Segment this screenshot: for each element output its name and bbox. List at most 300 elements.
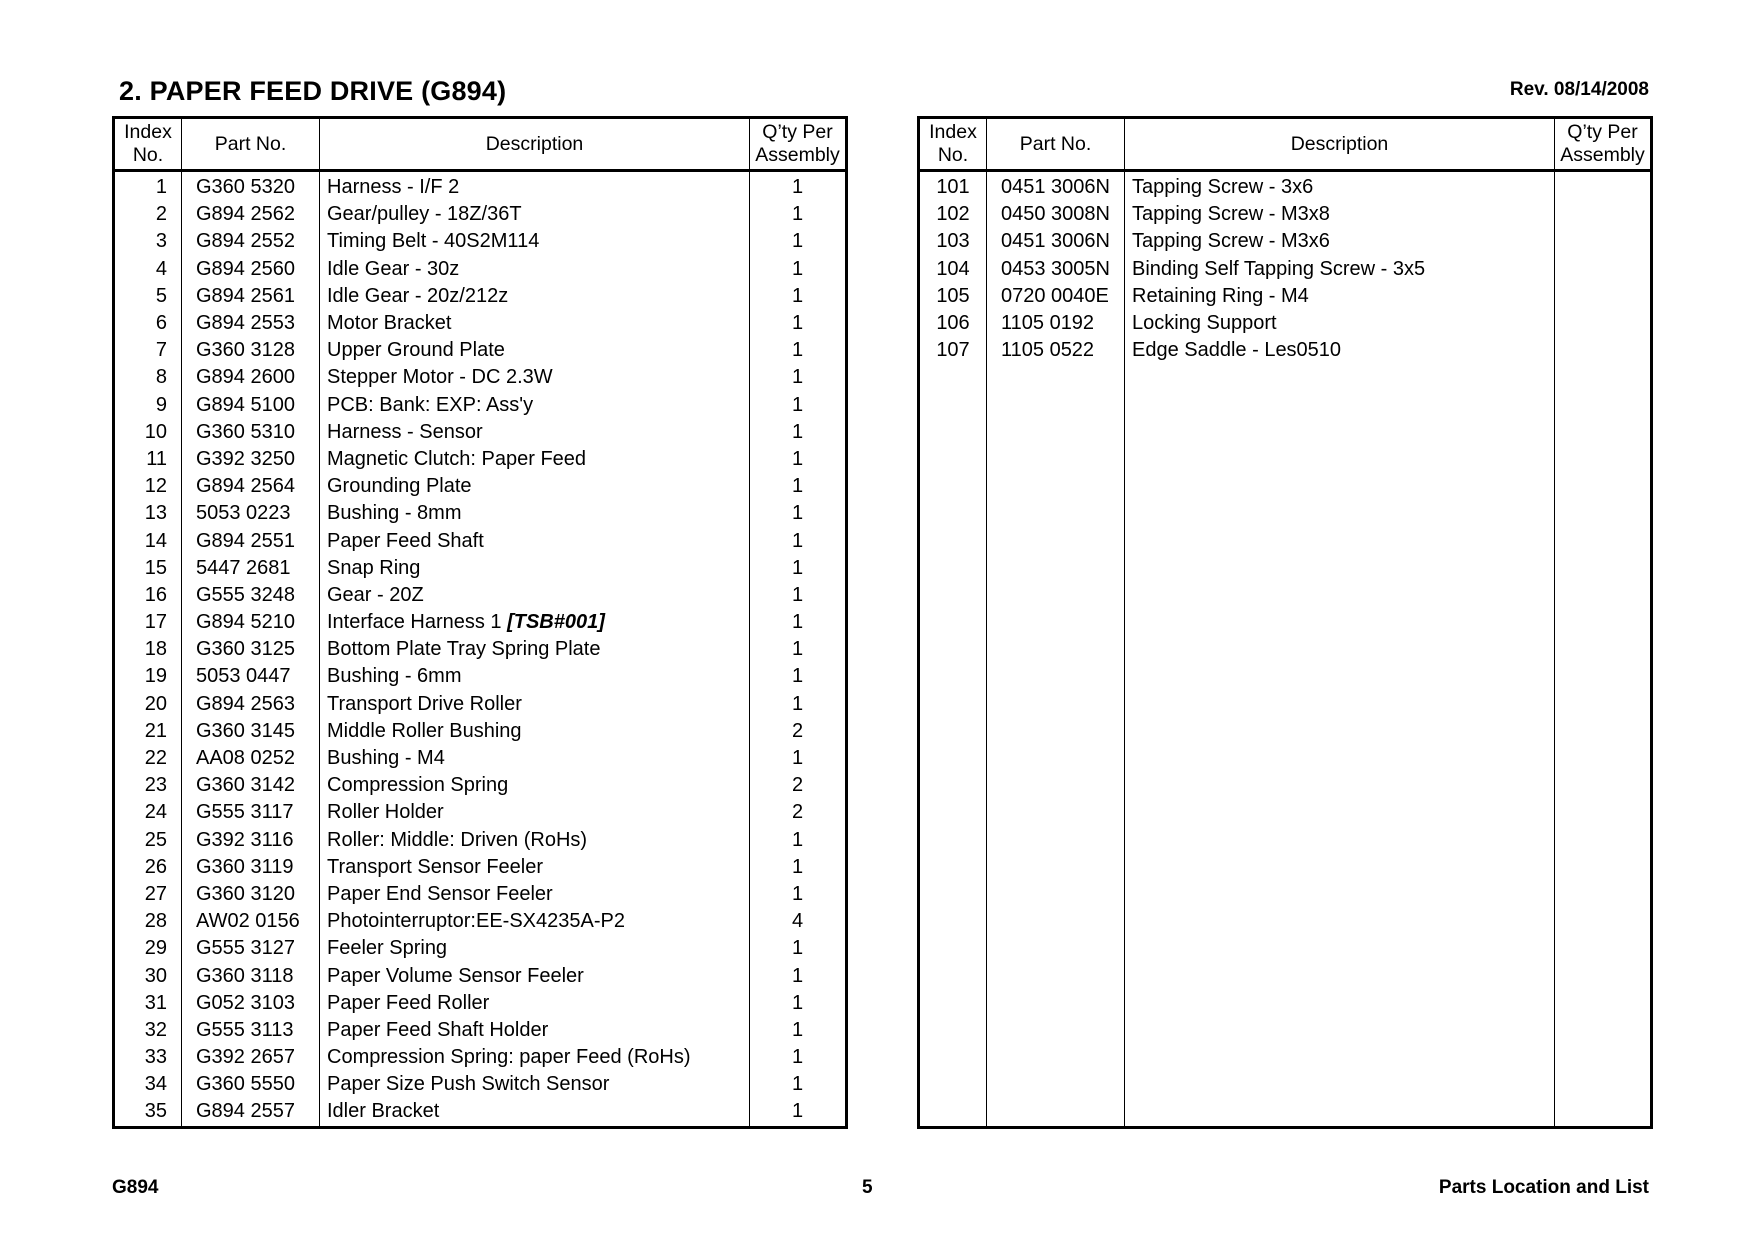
qty-cell	[1555, 419, 1652, 446]
qty-cell	[1555, 799, 1652, 826]
index-cell: 13	[114, 500, 182, 527]
qty-cell: 1	[750, 935, 847, 962]
description-cell: Idle Gear - 20z/212z	[320, 283, 750, 310]
table-row	[114, 935, 847, 962]
index-cell: 9	[114, 392, 182, 419]
part-no-cell: G392 3250	[182, 446, 320, 473]
index-cell: 101	[919, 171, 987, 202]
description-cell: Bottom Plate Tray Spring Plate	[320, 636, 750, 663]
qty-cell	[1555, 745, 1652, 772]
table-row	[114, 772, 847, 799]
index-cell	[919, 1017, 987, 1044]
description-cell: Stepper Motor - DC 2.3W	[320, 364, 750, 391]
index-cell: 15	[114, 555, 182, 582]
description-cell: Binding Self Tapping Screw - 3x5	[1125, 256, 1555, 283]
qty-cell	[1555, 171, 1652, 202]
index-cell: 32	[114, 1017, 182, 1044]
description-cell	[1125, 663, 1555, 690]
table-row	[919, 256, 1652, 283]
part-no-cell: G360 5550	[182, 1071, 320, 1098]
part-no-cell	[987, 772, 1125, 799]
part-no-cell: 5053 0223	[182, 500, 320, 527]
table-row	[114, 473, 847, 500]
part-no-cell: G360 3125	[182, 636, 320, 663]
index-cell: 28	[114, 908, 182, 935]
description-cell	[1125, 609, 1555, 636]
part-no-cell: AW02 0156	[182, 908, 320, 935]
part-no-cell: G894 2564	[182, 473, 320, 500]
description-cell: Retaining Ring - M4	[1125, 283, 1555, 310]
description-cell	[1125, 691, 1555, 718]
description-cell: Bushing - M4	[320, 745, 750, 772]
part-no-cell: 0451 3006N	[987, 171, 1125, 202]
index-cell: 34	[114, 1071, 182, 1098]
part-no-cell: G052 3103	[182, 990, 320, 1017]
part-no-cell: G894 5100	[182, 392, 320, 419]
index-cell: 10	[114, 419, 182, 446]
qty-cell: 1	[750, 473, 847, 500]
part-no-cell: G555 3117	[182, 799, 320, 826]
qty-cell	[1555, 962, 1652, 989]
index-cell	[919, 364, 987, 391]
description-cell: Compression Spring: paper Feed (RoHs)	[320, 1044, 750, 1071]
qty-cell: 1	[750, 636, 847, 663]
index-cell: 105	[919, 283, 987, 310]
index-cell	[919, 419, 987, 446]
description-cell: Middle Roller Bushing	[320, 718, 750, 745]
table-row	[919, 1017, 1652, 1044]
index-cell	[919, 392, 987, 419]
description-cell	[1125, 772, 1555, 799]
part-no-cell: G894 2562	[182, 201, 320, 228]
table-row	[919, 364, 1652, 391]
part-no-cell: G360 3119	[182, 854, 320, 881]
description-cell: PCB: Bank: EXP: Ass'y	[320, 392, 750, 419]
table-row	[114, 609, 847, 636]
part-no-cell	[987, 799, 1125, 826]
table-row	[114, 446, 847, 473]
description-cell	[1125, 745, 1555, 772]
description-cell	[1125, 962, 1555, 989]
part-no-cell: G360 3145	[182, 718, 320, 745]
qty-cell	[1555, 1017, 1652, 1044]
footer-section-title: Parts Location and List	[1438, 1177, 1649, 1198]
qty-header: Q’ty Per Assembly	[1555, 118, 1652, 171]
table-row	[114, 1017, 847, 1044]
index-cell: 19	[114, 663, 182, 690]
index-cell: 29	[114, 935, 182, 962]
description-cell	[1125, 392, 1555, 419]
qty-cell	[1555, 500, 1652, 527]
index-cell: 33	[114, 1044, 182, 1071]
description-cell	[1125, 827, 1555, 854]
qty-cell: 1	[750, 228, 847, 255]
revision-date: Rev. 08/14/2008	[1509, 79, 1649, 100]
index-cell	[919, 691, 987, 718]
table-row	[919, 337, 1652, 364]
part-no-cell: G555 3248	[182, 582, 320, 609]
description-cell: Transport Sensor Feeler	[320, 854, 750, 881]
part-no-cell	[987, 691, 1125, 718]
table-row	[919, 990, 1652, 1017]
index-cell	[919, 908, 987, 935]
description-cell: Timing Belt - 40S2M114	[320, 228, 750, 255]
part-no-cell: 1105 0522	[987, 337, 1125, 364]
table-row	[114, 171, 847, 202]
part-no-cell	[987, 881, 1125, 908]
index-cell	[919, 527, 987, 554]
index-cell: 106	[919, 310, 987, 337]
qty-cell	[1555, 582, 1652, 609]
table-row	[919, 663, 1652, 690]
qty-cell: 1	[750, 827, 847, 854]
qty-cell: 1	[750, 283, 847, 310]
part-no-cell: AA08 0252	[182, 745, 320, 772]
part-no-cell	[987, 908, 1125, 935]
qty-cell	[1555, 691, 1652, 718]
description-cell: Magnetic Clutch: Paper Feed	[320, 446, 750, 473]
qty-cell: 1	[750, 171, 847, 202]
table-header-row	[919, 118, 1652, 171]
description-cell	[1125, 419, 1555, 446]
table-row	[114, 364, 847, 391]
qty-cell: 1	[750, 419, 847, 446]
table-row	[114, 636, 847, 663]
description-cell	[1125, 1017, 1555, 1044]
index-cell	[919, 555, 987, 582]
description-cell: Compression Spring	[320, 772, 750, 799]
index-cell: 14	[114, 527, 182, 554]
description-cell	[1125, 908, 1555, 935]
qty-cell: 1	[750, 962, 847, 989]
description-cell: Roller Holder	[320, 799, 750, 826]
description-cell: Gear/pulley - 18Z/36T	[320, 201, 750, 228]
table-row	[919, 228, 1652, 255]
qty-cell: 1	[750, 691, 847, 718]
part-no-cell: G392 2657	[182, 1044, 320, 1071]
qty-cell	[1555, 446, 1652, 473]
qty-cell: 1	[750, 1071, 847, 1098]
table-row	[919, 772, 1652, 799]
description-cell	[1125, 636, 1555, 663]
table-row	[919, 1071, 1652, 1098]
description-cell: Grounding Plate	[320, 473, 750, 500]
part-no-cell	[987, 555, 1125, 582]
qty-cell: 1	[750, 1017, 847, 1044]
part-no-cell: G360 3120	[182, 881, 320, 908]
index-cell: 107	[919, 337, 987, 364]
description-cell: Roller: Middle: Driven (RoHs)	[320, 827, 750, 854]
part-no-cell	[987, 446, 1125, 473]
index-cell: 11	[114, 446, 182, 473]
description-cell	[1125, 1071, 1555, 1098]
description-cell: Idler Bracket	[320, 1098, 750, 1127]
description-cell: Photointerruptor:EE-SX4235A-P2	[320, 908, 750, 935]
parts-table-right	[917, 116, 1653, 1129]
part-no-cell: G894 2563	[182, 691, 320, 718]
table-row	[114, 799, 847, 826]
index-cell	[919, 473, 987, 500]
qty-cell: 1	[750, 609, 847, 636]
table-row	[919, 881, 1652, 908]
index-header: Index No.	[919, 118, 987, 171]
description-cell: Harness - Sensor	[320, 419, 750, 446]
table-row	[114, 228, 847, 255]
qty-cell	[1555, 609, 1652, 636]
description-cell: Transport Drive Roller	[320, 691, 750, 718]
index-cell: 35	[114, 1098, 182, 1127]
part-no-cell	[987, 1071, 1125, 1098]
index-cell: 16	[114, 582, 182, 609]
table-row	[114, 1098, 847, 1127]
qty-cell	[1555, 990, 1652, 1017]
index-cell: 1	[114, 171, 182, 202]
table-row	[919, 171, 1652, 202]
index-cell: 22	[114, 745, 182, 772]
description-cell: Paper Feed Shaft	[320, 527, 750, 554]
index-cell: 23	[114, 772, 182, 799]
qty-cell	[1555, 1071, 1652, 1098]
table-row	[919, 1098, 1652, 1127]
qty-cell	[1555, 1098, 1652, 1127]
table-row	[114, 962, 847, 989]
index-cell: 2	[114, 201, 182, 228]
qty-cell	[1555, 935, 1652, 962]
description-cell: Motor Bracket	[320, 310, 750, 337]
qty-cell: 1	[750, 582, 847, 609]
part-no-cell: 5447 2681	[182, 555, 320, 582]
index-cell	[919, 990, 987, 1017]
part-no-cell: G894 5210	[182, 609, 320, 636]
part-no-cell	[987, 1017, 1125, 1044]
qty-cell	[1555, 908, 1652, 935]
description-cell: Bushing - 6mm	[320, 663, 750, 690]
part-no-cell	[987, 718, 1125, 745]
description-cell: Upper Ground Plate	[320, 337, 750, 364]
table-row	[919, 609, 1652, 636]
part-no-cell: G360 5320	[182, 171, 320, 202]
description-cell	[1125, 527, 1555, 554]
description-cell	[1125, 1098, 1555, 1127]
part-no-cell	[987, 854, 1125, 881]
description-cell: Paper Volume Sensor Feeler	[320, 962, 750, 989]
index-cell	[919, 1044, 987, 1071]
table-row	[114, 337, 847, 364]
description-cell	[1125, 473, 1555, 500]
table-row	[114, 256, 847, 283]
table-row	[919, 582, 1652, 609]
part-no-cell: 1105 0192	[987, 310, 1125, 337]
qty-cell: 1	[750, 1098, 847, 1127]
qty-cell	[1555, 310, 1652, 337]
index-cell	[919, 446, 987, 473]
table-row	[919, 310, 1652, 337]
part-no-cell: 0451 3006N	[987, 228, 1125, 255]
part-no-cell: G894 2600	[182, 364, 320, 391]
index-cell	[919, 827, 987, 854]
part-no-cell	[987, 827, 1125, 854]
table-row	[919, 636, 1652, 663]
table-row	[114, 881, 847, 908]
qty-cell	[1555, 663, 1652, 690]
description-cell: Tapping Screw - 3x6	[1125, 171, 1555, 202]
table-row	[919, 745, 1652, 772]
part-no-cell	[987, 527, 1125, 554]
qty-cell: 1	[750, 555, 847, 582]
part-no-cell	[987, 582, 1125, 609]
index-cell: 12	[114, 473, 182, 500]
index-cell: 8	[114, 364, 182, 391]
description-cell	[1125, 718, 1555, 745]
qty-cell: 2	[750, 799, 847, 826]
index-cell	[919, 636, 987, 663]
table-row	[919, 555, 1652, 582]
description-cell	[1125, 881, 1555, 908]
table-row	[114, 827, 847, 854]
index-cell: 31	[114, 990, 182, 1017]
table-row	[114, 691, 847, 718]
qty-cell: 1	[750, 256, 847, 283]
part-no-cell	[987, 636, 1125, 663]
table-row	[114, 527, 847, 554]
qty-cell: 1	[750, 663, 847, 690]
qty-cell: 1	[750, 364, 847, 391]
table-row	[114, 1071, 847, 1098]
part-no-cell	[987, 962, 1125, 989]
index-cell: 21	[114, 718, 182, 745]
footer-page-number: 5	[862, 1177, 873, 1198]
part-no-cell: G392 3116	[182, 827, 320, 854]
table-row	[919, 799, 1652, 826]
table-row	[919, 283, 1652, 310]
part-no-cell: G360 3142	[182, 772, 320, 799]
table-row	[919, 473, 1652, 500]
part-no-cell	[987, 935, 1125, 962]
part-no-cell	[987, 1044, 1125, 1071]
description-cell: Feeler Spring	[320, 935, 750, 962]
index-cell: 7	[114, 337, 182, 364]
index-cell: 4	[114, 256, 182, 283]
part-no-cell	[987, 990, 1125, 1017]
index-cell: 30	[114, 962, 182, 989]
qty-cell: 2	[750, 718, 847, 745]
page-title: 2. PAPER FEED DRIVE (G894)	[119, 76, 507, 106]
index-cell: 20	[114, 691, 182, 718]
qty-cell: 1	[750, 854, 847, 881]
table-row	[919, 718, 1652, 745]
description-cell	[1125, 990, 1555, 1017]
qty-cell: 1	[750, 745, 847, 772]
qty-cell	[1555, 555, 1652, 582]
index-cell	[919, 609, 987, 636]
footer-model: G894	[112, 1177, 159, 1198]
table-row	[919, 691, 1652, 718]
qty-cell	[1555, 881, 1652, 908]
description-cell: Tapping Screw - M3x6	[1125, 228, 1555, 255]
description-cell: Snap Ring	[320, 555, 750, 582]
description-cell: Paper Feed Shaft Holder	[320, 1017, 750, 1044]
index-cell	[919, 854, 987, 881]
qty-cell	[1555, 718, 1652, 745]
description-cell: Interface Harness 1 [TSB#001]	[320, 609, 750, 636]
table-row	[919, 854, 1652, 881]
index-cell	[919, 881, 987, 908]
qty-cell	[1555, 337, 1652, 364]
part-no-header: Part No.	[182, 118, 320, 171]
part-no-cell: 0453 3005N	[987, 256, 1125, 283]
tsb-note: [TSB#001]	[507, 611, 605, 634]
part-no-cell	[987, 609, 1125, 636]
description-cell: Paper Feed Roller	[320, 990, 750, 1017]
qty-cell: 1	[750, 201, 847, 228]
qty-header: Q’ty Per Assembly	[750, 118, 847, 171]
description-cell	[1125, 582, 1555, 609]
index-cell	[919, 1071, 987, 1098]
qty-cell	[1555, 827, 1652, 854]
qty-cell	[1555, 228, 1652, 255]
table-row	[114, 745, 847, 772]
qty-cell: 1	[750, 990, 847, 1017]
description-cell	[1125, 935, 1555, 962]
index-cell	[919, 745, 987, 772]
qty-cell	[1555, 772, 1652, 799]
description-header: Description	[1125, 118, 1555, 171]
part-no-cell	[987, 500, 1125, 527]
index-header: Index No.	[114, 118, 182, 171]
description-cell: Bushing - 8mm	[320, 500, 750, 527]
index-cell	[919, 962, 987, 989]
qty-cell	[1555, 473, 1652, 500]
part-no-cell	[987, 364, 1125, 391]
index-cell	[919, 799, 987, 826]
qty-cell: 1	[750, 881, 847, 908]
index-cell	[919, 500, 987, 527]
index-cell: 102	[919, 201, 987, 228]
part-no-cell	[987, 419, 1125, 446]
index-cell	[919, 582, 987, 609]
table-row	[919, 1044, 1652, 1071]
qty-cell	[1555, 392, 1652, 419]
description-cell	[1125, 446, 1555, 473]
table-row	[919, 527, 1652, 554]
qty-cell: 4	[750, 908, 847, 935]
qty-cell	[1555, 636, 1652, 663]
table-row	[919, 962, 1652, 989]
qty-cell	[1555, 201, 1652, 228]
part-no-cell: 0720 0040E	[987, 283, 1125, 310]
description-header: Description	[320, 118, 750, 171]
table-row	[114, 283, 847, 310]
qty-cell	[1555, 256, 1652, 283]
table-row	[114, 990, 847, 1017]
qty-cell	[1555, 364, 1652, 391]
qty-cell	[1555, 527, 1652, 554]
table-row	[919, 500, 1652, 527]
qty-cell: 1	[750, 310, 847, 337]
index-cell: 6	[114, 310, 182, 337]
description-cell: Tapping Screw - M3x8	[1125, 201, 1555, 228]
index-cell: 26	[114, 854, 182, 881]
table-row	[114, 201, 847, 228]
description-cell	[1125, 854, 1555, 881]
qty-cell: 1	[750, 527, 847, 554]
part-no-cell: 0450 3008N	[987, 201, 1125, 228]
table-row	[114, 555, 847, 582]
qty-cell: 2	[750, 772, 847, 799]
part-no-cell: G360 3128	[182, 337, 320, 364]
table-row	[919, 935, 1652, 962]
index-cell	[919, 663, 987, 690]
